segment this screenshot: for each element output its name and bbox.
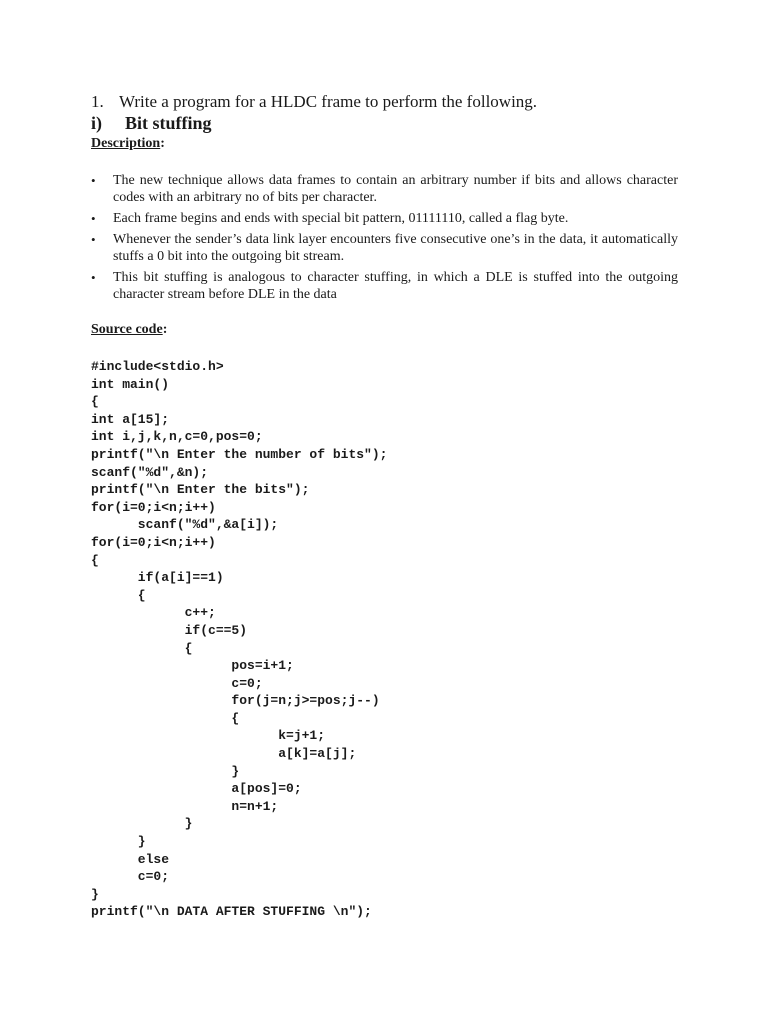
description-bullet-item: [91, 172, 678, 206]
source-code-label-colon: :: [162, 322, 168, 337]
code-line: for(i=0;i<n;i++): [91, 534, 216, 550]
bullet-text: This bit stuffing is analogous to character stuffing, in which a DLE is stuffed into the outgoing character stream before DLE in the data: [113, 270, 678, 302]
source-code-label-text: Source code: [91, 322, 163, 337]
code-line: }: [91, 816, 193, 832]
code-line: if(a[i]==1): [91, 570, 224, 586]
code-line: {: [91, 587, 146, 603]
code-line: for(i=0;i<n;i++): [91, 499, 216, 515]
section-number: i): [91, 113, 102, 133]
code-line: }: [91, 834, 146, 850]
description-label: [91, 136, 165, 152]
bullet-icon: •: [91, 270, 96, 285]
bullet-text: Each frame begins and ends with special bit pattern, 01111110, called a flag byte.: [113, 211, 569, 226]
code-line: else: [91, 851, 170, 867]
description-label-text: Description: [91, 136, 161, 151]
question-heading: [91, 92, 537, 112]
code-line: scanf("%d",&a[i]);: [91, 517, 279, 533]
code-line: #include<stdio.h>: [91, 359, 224, 374]
code-line: n=n+1;: [91, 798, 279, 814]
code-line: k=j+1;: [91, 728, 326, 744]
description-label-colon: :: [160, 136, 165, 151]
source-code-block: [91, 358, 387, 921]
bullet-icon: •: [91, 211, 96, 226]
description-bullet-item: [91, 231, 678, 265]
code-line: printf("\n Enter the bits");: [91, 482, 310, 498]
code-line: {: [91, 640, 193, 656]
code-line: if(c==5): [91, 622, 248, 638]
code-line: int a[15];: [91, 411, 170, 427]
code-line: for(j=n;j>=pos;j--): [91, 693, 380, 709]
code-line: printf("\n Enter the number of bits");: [91, 446, 388, 462]
code-line: a[pos]=0;: [91, 781, 302, 797]
bullet-icon: •: [91, 232, 96, 247]
description-bullet-item: [91, 269, 678, 303]
code-line: }: [91, 763, 240, 779]
description-bullet-list: [91, 172, 678, 307]
code-line: pos=i+1;: [91, 658, 294, 674]
code-line: c++;: [91, 605, 216, 621]
bullet-text: Whenever the sender’s data link layer encounters five consecutive one’s in the data, it automatically stuffs a 0 bit into the outgoing bit stream.: [113, 232, 678, 264]
code-line: {: [91, 710, 240, 726]
code-line: scanf("%d",&n);: [91, 464, 209, 480]
code-line: a[k]=a[j];: [91, 746, 357, 762]
code-line: c=0;: [91, 869, 170, 885]
code-line: int main(): [91, 376, 170, 392]
section-title-text: Bit stuffing: [125, 113, 212, 133]
description-bullet-item: [91, 210, 678, 227]
code-line: c=0;: [91, 675, 263, 691]
code-line: }: [91, 886, 99, 902]
code-line: printf("\n DATA AFTER STUFFING \n");: [91, 904, 372, 920]
bullet-icon: •: [91, 173, 96, 188]
code-line: int i,j,k,n,c=0,pos=0;: [91, 429, 263, 445]
bullet-text: The new technique allows data frames to contain an arbitrary number if bits and allows character codes with an arbitrary no of bits per character.: [113, 173, 678, 205]
question-number: 1.: [91, 92, 104, 111]
question-text: Write a program for a HLDC frame to perform the following.: [119, 92, 538, 111]
source-code-label: [91, 322, 167, 338]
code-line: {: [91, 552, 99, 568]
code-line: {: [91, 394, 99, 410]
section-title: [91, 113, 212, 134]
